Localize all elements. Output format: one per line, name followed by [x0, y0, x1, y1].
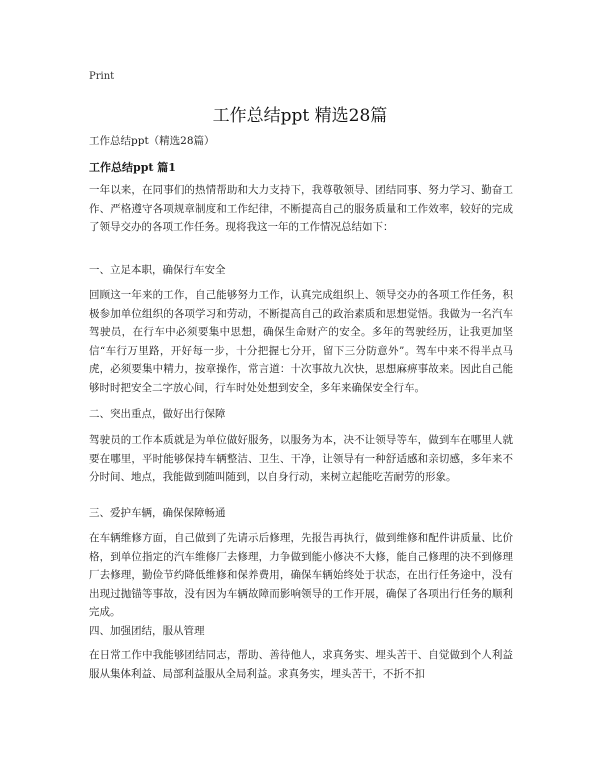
section-title-2: 二、突出重点，做好出行保障: [89, 408, 226, 420]
intro-paragraph: 一年以来，在同事们的热情帮助和大力支持下，我尊敬领导、团结同事、努力学习、勤奋工作、严格遵守各项规章制度和工作纪律，不断提高自己的服务质量和工作效率，较好的完成了领导交办的各项工作任务。现将我这一年的工作情况总结如下：: [89, 184, 513, 233]
print-label[interactable]: Print: [89, 71, 115, 82]
section-body-4: 在日常工作中我能够团结同志，帮助、善待他人，求真务实、埋头苦干、自觉做到个人利益服从集体利益、局部利益服从全局利益。求真务实，埋头苦干，不折不扣: [89, 649, 513, 680]
section-body-3: 在车辆维修方面，自己做到了先请示后修理，先报告再执行，做到维修和配件讲质量、比价格，到单位指定的汽车维修厂去修理，力争做到能小修决不大修，能自己修理的决不到修理厂去修理，勤俭节约降低维修和保养费用，确保车辆始终处于状态，在出行任务途中，没有出现过抛锚等事故，没有因为车辆故障而影响领导的工作开展，确保了各项出行任务的顺利完成。: [89, 532, 513, 618]
document-subtitle: 工作总结ppt（精选28篇）: [89, 135, 215, 147]
document-title: 工作总结ppt 精选28篇: [212, 106, 388, 126]
section-heading: 工作总结ppt 篇1: [89, 161, 176, 174]
section-title-4: 四、加强团结，服从管理: [89, 625, 205, 637]
section-title-3: 三、爱护车辆，确保保障畅通: [89, 507, 226, 519]
section-body-2: 驾驶员的工作本质就是为单位做好服务，以服务为本，决不让领导等车，做到车在哪里人就要在哪里，平时能够保持车辆整洁、卫生、干净，让领导有一种舒适感和亲切感，多年来不分时间、地点，我能做到随叫随到，以自身行动，来树立起能吃苦耐劳的形象。: [89, 434, 513, 483]
section-title-1: 一、立足本职，确保行车安全: [89, 264, 226, 276]
section-body-1: 回顾这一年来的工作，自己能够努力工作，认真完成组织上、领导交办的各项工作任务，积极参加单位组织的各项学习和劳动，不断提高自己的政治素质和思想觉悟。我做为一名汽车驾驶员，在行车中必须要集中思想，确保生命财产的安全。多年的驾驶经历，让我更加坚信“车行万里路，开好每一步，十分把握七分开，留下三分防意外”。驾车中来不得半点马虎，必须要集中精力，按章操作，常言道：十次事故九次快，思想麻痹事故来。因此自己能够时时把安全二字放心间，行车时处处想到安全，多年来确保安全行车。: [89, 289, 513, 394]
